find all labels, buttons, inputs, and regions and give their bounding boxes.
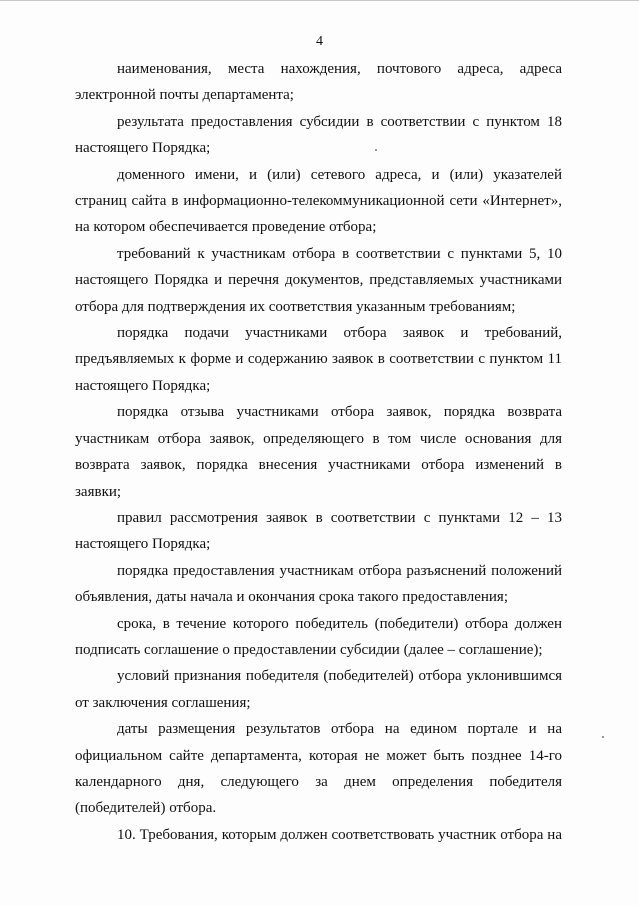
text-line: официальном сайте департамента, которая не может быть позднее 14-го [75, 747, 562, 764]
text-line: 10. Требования, которым должен соответствовать участник отбора на [117, 826, 562, 843]
text-line: участникам отбора заявок, определяющего в том числе основания для [75, 430, 562, 447]
paragraph [75, 663, 562, 716]
text-line: наименования, места нахождения, почтового адреса, адреса [117, 61, 562, 77]
text-line: страниц сайта в информационно-телекоммуникационной сети «Интернет», [75, 193, 562, 210]
text-line: доменного имени, и (или) сетевого адреса, и (или) указателей [117, 166, 562, 183]
text-line: порядка подачи участниками отбора заявок и требований, [117, 325, 562, 342]
paragraph [75, 109, 562, 162]
paragraph [75, 822, 562, 848]
text-line: порядка отзыва участниками отбора заявок, порядка возврата [117, 404, 562, 421]
text-line: настоящего Порядка; [75, 377, 211, 394]
text-line: условий признания победителя (победителей) отбора уклонившимся [117, 668, 562, 685]
paragraph [75, 716, 562, 822]
text-line: срока, в течение которого победитель (победители) отбора должен [117, 615, 562, 632]
text-line: объявления, даты начала и окончания срока такого предоставления; [75, 589, 509, 606]
scan-speck [375, 149, 377, 151]
paragraph [75, 505, 562, 558]
text-line: календарного дня, следующего за днем определения победителя [75, 773, 562, 790]
paragraph [75, 399, 562, 505]
text-line: настоящего Порядка; [75, 140, 211, 157]
page-number: 4 [316, 34, 323, 49]
paragraph [75, 558, 562, 611]
scan-speck [602, 736, 604, 738]
text-line: на котором обеспечивается проведение отбора; [75, 219, 377, 236]
text-line: результата предоставления субсидии в соответствии с пунктом 18 [117, 113, 562, 130]
text-line: правил рассмотрения заявок в соответствии с пунктами 12 – 13 [117, 509, 562, 526]
text-line: от заключения соглашения; [75, 694, 251, 711]
document-body [75, 56, 562, 848]
paragraph [75, 56, 562, 109]
paragraph [75, 611, 562, 664]
text-line: порядка предоставления участникам отбора разъяснений положений [117, 562, 562, 579]
text-line: заявки; [75, 483, 122, 500]
text-line: подписать соглашение о предоставлении субсидии (далее – соглашение); [75, 641, 543, 658]
text-line: электронной почты департамента; [75, 87, 294, 104]
page-top-edge [0, 0, 639, 7]
text-line: настоящего Порядка и перечня документов, представляемых участниками [75, 272, 562, 289]
paragraph [75, 320, 562, 399]
text-line: отбора для подтверждения их соответствия указанным требованиям; [75, 298, 516, 315]
text-line: возврата заявок, порядка внесения участниками отбора изменений в [75, 457, 562, 474]
paragraph [75, 241, 562, 320]
text-line: предъявляемых к форме и содержанию заявок в соответствии с пунктом 11 [75, 351, 562, 368]
text-line: (победителей) отбора. [75, 800, 217, 817]
text-line: даты размещения результатов отбора на едином портале и на [117, 721, 562, 738]
text-line: требований к участникам отбора в соответствии с пунктами 5, 10 [117, 245, 562, 262]
paragraph [75, 162, 562, 241]
text-line: настоящего Порядка; [75, 536, 211, 553]
